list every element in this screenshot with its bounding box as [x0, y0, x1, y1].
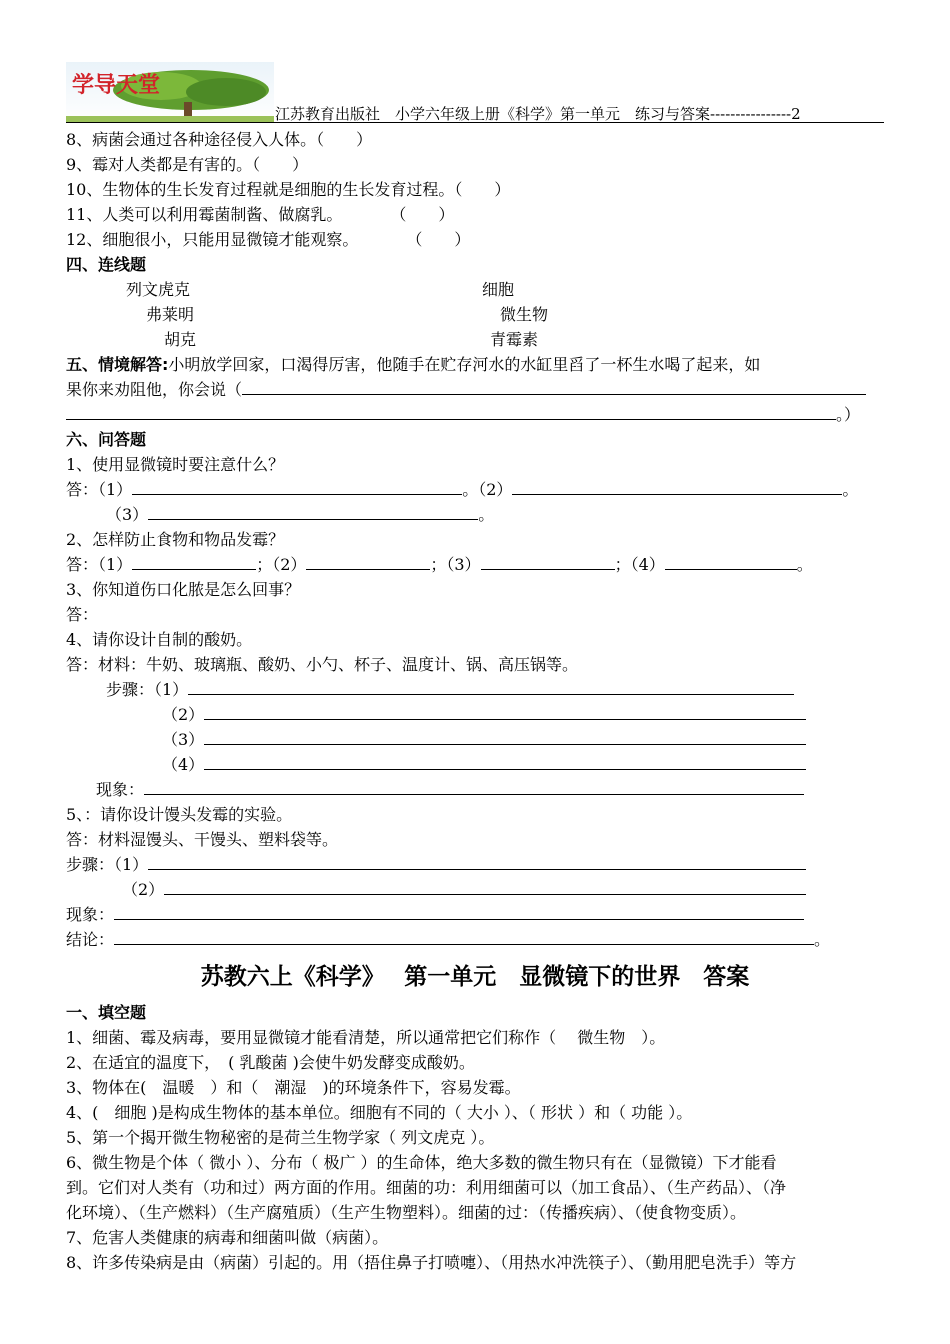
answer-label: （2） [122, 880, 165, 899]
section-5-text-2: 果你来劝阻他，你会说（ [66, 380, 243, 399]
question-5-step-2 [122, 879, 806, 901]
match-left-2: 弗莱明 [146, 305, 195, 324]
answer-blank[interactable] [164, 880, 806, 895]
answer-blank[interactable] [114, 905, 804, 920]
section-6-heading: 六、问答题 [66, 430, 147, 449]
tf-item-8: 8、病菌会通过各种途径侵入人体。（ ） [66, 130, 373, 149]
answer-label: 答：（1） [66, 555, 133, 574]
question-4-step-1 [106, 679, 794, 701]
answer-label: 步骤：（1） [66, 855, 149, 874]
question-5-step-1 [66, 854, 806, 876]
question-4-step-2 [162, 704, 806, 726]
question-5-conclusion [66, 929, 830, 951]
answer-line-7: 到。它们对人类有（功和过）两方面的作用。细菌的功：利用细菌可以（加工食品）、（生产药品）、（净 [66, 1178, 787, 1197]
question-4: 4、请你设计自制的酸奶。 [66, 630, 253, 649]
tf-item-11: 11、人类可以利用霉菌制酱、做腐乳。 （ ） [66, 205, 455, 224]
answer-label: 答：（1） [66, 480, 133, 499]
tf-item-10: 10、生物体的生长发育过程就是细胞的生长发育过程。（ ） [66, 180, 511, 199]
question-5-phenomenon [66, 904, 804, 926]
answer-label: 。（2） [462, 480, 513, 499]
question-4-materials: 答：材料：牛奶、玻璃瓶、酸奶、小勺、杯子、温度计、锅、高压锅等。 [66, 655, 579, 674]
answer-line-8: 化环境）、（生产燃料）（生产腐殖质）（生产生物塑料）。细菌的过：（传播疾病）、（使食物变质）。 [66, 1203, 747, 1222]
answer-blank[interactable] [204, 705, 806, 720]
answer-line-1: 1、细菌、霉及病毒，要用显微镜才能看清楚，所以通常把它们称作（ 微生物 ）。 [66, 1028, 666, 1047]
answer-label: ；（3） [430, 555, 481, 574]
answer-blank[interactable] [144, 780, 804, 795]
section-5-line-3 [66, 404, 860, 426]
question-2: 2、怎样防止食物和物品发霉？ [66, 530, 285, 549]
question-5-materials: 答：材料湿馒头、干馒头、塑料袋等。 [66, 830, 339, 849]
match-right-3: 青霉素 [490, 330, 539, 349]
answer-line-5: 5、第一个揭开微生物秘密的是荷兰生物学家（ 列文虎克 ）。 [66, 1128, 495, 1147]
answer-blank[interactable] [132, 555, 256, 570]
answer-blank[interactable] [114, 930, 814, 945]
answer-blank[interactable] [148, 855, 806, 870]
answer-end: 。 [814, 930, 831, 949]
answer-label: （3） [162, 730, 205, 749]
question-1-answer-row-2 [106, 504, 494, 526]
section-5-line-1 [66, 354, 760, 376]
answer-label: 结论： [66, 930, 115, 949]
answer-label: 现象： [66, 905, 115, 924]
answer-blank[interactable] [512, 480, 842, 495]
answer-blank[interactable] [148, 505, 478, 520]
answer-label: （2） [162, 705, 205, 724]
answer-blank[interactable] [204, 730, 806, 745]
section-5-text-1: 小明放学回家，口渴得厉害，他随手在贮存河水的水缸里舀了一杯生水喝了起来，如 [168, 355, 761, 374]
question-3: 3、你知道伤口化脓是怎么回事？ [66, 580, 301, 599]
answer-blank[interactable] [204, 755, 806, 770]
match-right-1: 细胞 [482, 280, 515, 299]
match-left-3: 胡克 [164, 330, 197, 349]
question-4-step-3 [162, 729, 806, 751]
answer-line-2: 2、在适宜的温度下， ( 乳酸菌 )会使牛奶发酵变成酸奶。 [66, 1053, 475, 1072]
tf-item-9: 9、霉对人类都是有害的。（ ） [66, 155, 309, 174]
answer-line-10: 8、许多传染病是由（病菌）引起的。用（捂住鼻子打喷嚏）、（用热水冲洗筷子）、（勤用肥皂洗手）等方 [66, 1253, 797, 1272]
section-4-heading: 四、连线题 [66, 255, 147, 274]
answer-label: （4） [162, 755, 205, 774]
answer-blank[interactable] [132, 480, 462, 495]
question-1: 1、使用显微镜时要注意什么？ [66, 455, 285, 474]
header-text: 江苏教育出版社 小学六年级上册《科学》第一单元 练习与答案----------------2 [275, 105, 801, 123]
answer-end: 。 [478, 505, 495, 524]
answer-label: 步骤：（1） [106, 680, 189, 699]
answer-label: ；（4） [614, 555, 665, 574]
svg-text:学导天堂: 学导天堂 [72, 73, 161, 98]
section-5-heading: 五、情境解答: [66, 355, 169, 374]
answer-blank[interactable] [66, 405, 836, 420]
match-right-2: 微生物 [500, 305, 549, 324]
answer-label: 现象： [96, 780, 145, 799]
answer-label: （3） [106, 505, 149, 524]
answer-end: 。 [842, 480, 859, 499]
answer-blank[interactable] [665, 555, 797, 570]
section-5-line-2 [66, 379, 866, 401]
question-3-answer: 答： [66, 605, 99, 624]
question-1-answer-row [66, 479, 858, 501]
question-2-answer-row [66, 554, 813, 576]
section-5-end: 。） [836, 405, 861, 424]
answer-blank[interactable] [306, 555, 430, 570]
logo-image [66, 62, 274, 122]
answer-line-9: 7、危害人类健康的病毒和细菌叫做（病菌）。 [66, 1228, 389, 1247]
answer-blank[interactable] [242, 380, 866, 395]
answer-line-4: 4、( 细胞 )是构成生物体的基本单位。细胞有不同的（ 大小 ）、（ 形状 ）和（ 功能 ）。 [66, 1103, 693, 1122]
answer-blank[interactable] [481, 555, 615, 570]
tf-item-12: 12、细胞很小，只能用显微镜才能观察。 （ ） [66, 230, 471, 249]
header-divider [66, 122, 884, 123]
answer-blank[interactable] [188, 680, 794, 695]
answer-end: 。 [796, 555, 813, 574]
question-4-step-4 [162, 754, 806, 776]
answers-title: 苏教六上《科学》 第一单元 显微镜下的世界 答案 [200, 964, 750, 990]
answer-line-3: 3、物体在( 温暖 ）和（ 潮湿 )的环境条件下，容易发霉。 [66, 1078, 521, 1097]
question-5: 5、：请你设计馒头发霉的实验。 [66, 805, 293, 824]
question-4-phenomenon [96, 779, 804, 801]
answer-line-6: 6、微生物是个体（ 微小 ）、分布（ 极广 ）的生命体，绝大多数的微生物只有在（显微镜）下才能看 [66, 1153, 777, 1172]
answers-heading: 一、填空题 [66, 1003, 147, 1022]
answer-label: ；（2） [256, 555, 307, 574]
match-left-1: 列文虎克 [126, 280, 191, 299]
